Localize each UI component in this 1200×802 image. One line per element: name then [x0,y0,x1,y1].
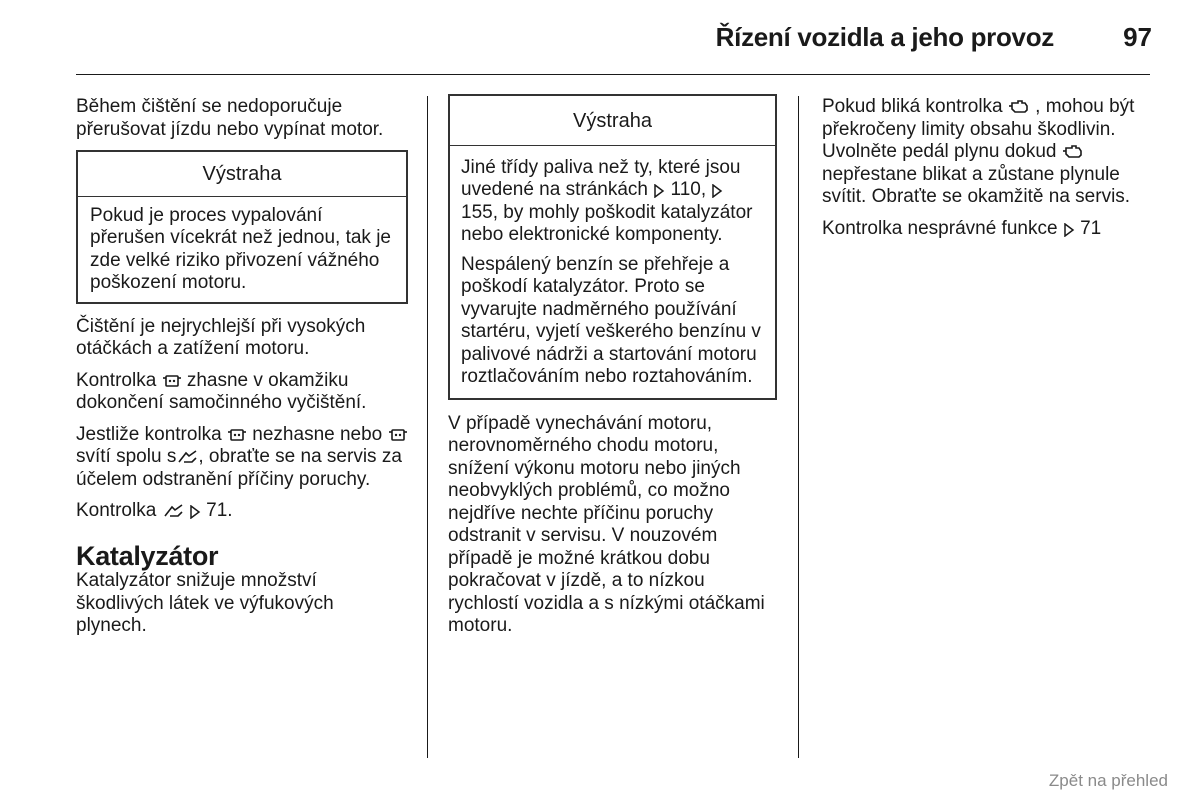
column-divider-left [427,96,428,758]
paragraph-reference [76,500,408,523]
section-heading: Katalyzátor [76,540,219,571]
page-number: 97 [1123,22,1152,52]
paragraph-indicator-not-off [76,424,408,492]
header-rule [76,74,1150,75]
warning-heading: Výstraha [78,152,406,197]
engine-check-icon [1008,99,1030,115]
filter-warning-icon [388,427,408,443]
page-ref-arrow-icon [653,184,665,198]
page-reference[interactable]: 71 [1080,217,1102,239]
page-ref-arrow-icon [1063,223,1075,237]
text-fragment: , mohou být překročeny limity obsahu škodlivin. Uvolněte pedál plynu dokud [822,96,1135,162]
text-fragment: nepřestane blikat a zůstane plynule svítit. Obraťte se okamžitě na servis. [822,163,1131,207]
service-wrench-icon [162,503,184,519]
paragraph-cleaning-speed: Čištění je nejrychlejší při vysokých otáčkách a zatížení motoru. [76,315,366,359]
column-left [76,96,408,647]
warning-heading: Výstraha [450,96,775,146]
warning-box [76,150,408,304]
intro-paragraph: Během čištění se nedoporučuje přerušovat jízdu nebo vypínat motor. [76,96,384,140]
warning-box [448,94,777,400]
text-fragment: Kontrolka nesprávné funkce [822,217,1058,239]
warning-unburnt-paragraph: Nespálený benzín se přehřeje a poškodí katalyzátor. Proto se vyvarujte nadměrného používání startéru, vyjetí veškerého benzínu v palivové nádrži a startování motoru roztlačováním nebo roztahováním. [461,253,761,387]
warning-fuel-paragraph [461,157,763,247]
text-fragment: svítí spolu s [76,446,177,467]
text-fragment: Pokud bliká kontrolka [822,96,1003,117]
header-title: Řízení vozidla a jeho provoz [715,22,1054,52]
paragraph-malfunction-reference [822,218,1157,241]
page-ref-arrow-icon [189,505,201,519]
section-text: Katalyzátor snižuje množství škodlivých látek ve výfukových plynech. [76,570,334,636]
page-reference[interactable]: 110, [670,179,707,200]
filter-warning-icon [162,373,182,389]
service-wrench-icon [176,449,198,465]
text-fragment: zhasne v okamžiku dokončení samočinného vyčištění. [76,369,367,413]
column-divider-right [798,96,799,758]
page-reference[interactable]: 71. [206,500,233,521]
text-fragment: nezhasne nebo [252,423,383,445]
warning-text: Pokud je proces vypalování přerušen vícekrát než jednou, tak je zde velké riziko přivození vážného poškození motoru. [90,204,392,293]
column-right [822,96,1157,249]
text-fragment: Kontrolka [76,369,157,391]
column-middle [448,94,777,647]
back-to-overview-link[interactable]: Zpět na přehled [1048,771,1168,790]
text-fragment: Jestliže kontrolka [76,423,222,445]
text-fragment: Jiné třídy paliva než ty, které jsou uvedené na stránkách [461,156,741,200]
paragraph-misfire: V případě vynechávání motoru, nerovnoměrného chodu motoru, snížení výkonu motoru nebo jiných neobvyklých problémů, co možno nejdříve nechte příčinu poruchy odstranit v servisu. V nouzovém případě je možné krátkou dobu pokračovat v jízdě, a to nízkou rychlostí vozidla a s nízkými otáčkami motoru. [448,412,765,636]
filter-warning-icon [227,427,247,443]
text-fragment: , obraťte se na servis za účelem odstranění příčiny poruchy. [76,446,402,490]
text-fragment: 155, by mohly poškodit katalyzátor nebo elektronické komponenty. [461,201,753,245]
warning-body [450,146,775,398]
paragraph-blinking-indicator [822,96,1157,209]
warning-body [78,197,406,302]
text-fragment: Kontrolka [76,500,157,521]
paragraph-indicator-off [76,370,408,415]
page-ref-arrow-icon [711,184,723,198]
engine-check-icon [1062,144,1084,160]
